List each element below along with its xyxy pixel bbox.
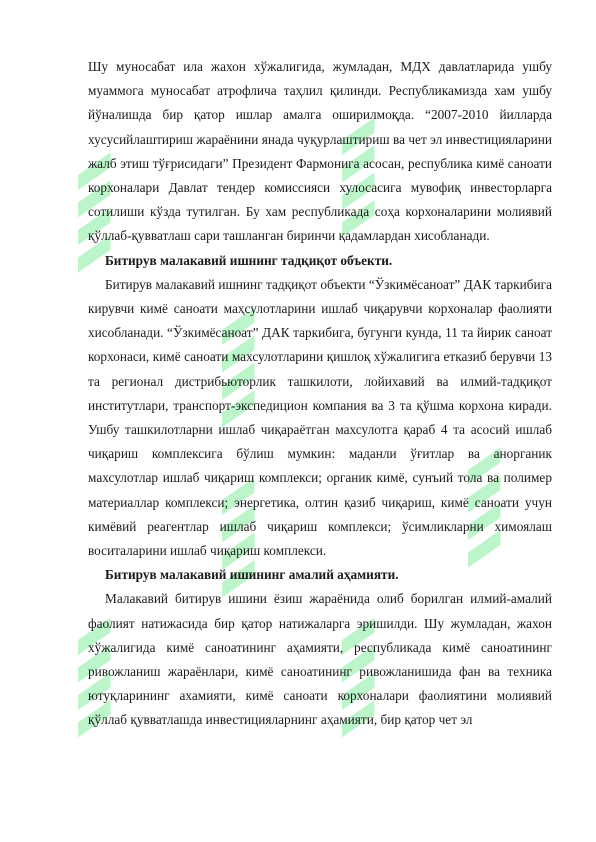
section-heading: Битирув малакавий ишнинг тадқиқот объекти. bbox=[105, 252, 393, 268]
body-paragraph: Малакавий битирув ишини ёзиш жараёнида олиб борилган илмий-амалий фаолият натижасида бир қатор натижаларга эришилди. Шу жумладан, жахон хўжалигида кимё саноатининг аҳамияти, республикада кимё саноатининг ривожланиш жараёнлари, кимё саноатининг ривожланишида фан ва техника ютуқларининг ахамияти, кимё саноати корхоналари фаолиятини молиявий қўллаб қувватлашда инвестицияларнинг аҳамияти, бир қатор чет эл bbox=[88, 591, 552, 728]
body-paragraph: Шу муносабат ила жахон хўжалигида, жумладан, МДХ давлатларида ушбу муаммога муносабат атрофлича таҳлил қилинди. Республикамизда хам ушбу йўналишда бир қатор ишлар амалга оширилмоқда. “2007-2010 йилларда хусусийлаштириш жараёнини янада чуқурлаштириш ва чет эл инвестицияларини жалб этиш тўғрисидаги” Президент Фармонига асосан, республика кимё саноати корхоналари Давлат тендер комиссияси хулосасига мувофиқ инвесторларга сотилиши кўзда тутилган. Бу хам республикада соҳа корхоналарини молиявий қўллаб-қувватлаш сари ташланган биринчи қадамлардан хисобланади. bbox=[88, 59, 552, 244]
document-body bbox=[88, 55, 552, 733]
section-heading: Битирув малакавий ишининг амалий аҳамияти. bbox=[105, 567, 399, 583]
body-paragraph: Битирув малакавий ишнинг тадқиқот объекти “Ўзкимёсаноат” ДАК таркибига кирувчи кимё саноати маҳсулотларини ишлаб чиқарувчи корхоналар фаолияти хисобланади. “Ўзкимёсаноат” ДАК таркибига, бугунги кунда, 11 та йирик саноат корхонаси, кимё саноати махсулотларини қишлоқ хўжалигига етказиб берувчи 13 та регионал дистрибьюторлик ташкилоти, лойихавий ва илмий-тадқиқот институтлари, транспорт-экспедицион компания ва 3 та қўшма корхона киради. Ушбу ташкилотларни ишлаб чиқараётган махсулотга қараб 4 та асосий ишлаб чиқариш комплексига бўлиш мумкин: маданли ўғитлар ва анорганик махсулотлар ишлаб чиқариш комплекси; органик кимё, сунъий тола ва полимер материаллар комплекси; энергетика, олтин қазиб чиқариш, кимё саноати учун кимёвий реагентлар ишлаб чиқариш комплекси; ўсимликларни химоялаш воситаларини ишлаб чиқариш комплекси. bbox=[88, 276, 552, 559]
